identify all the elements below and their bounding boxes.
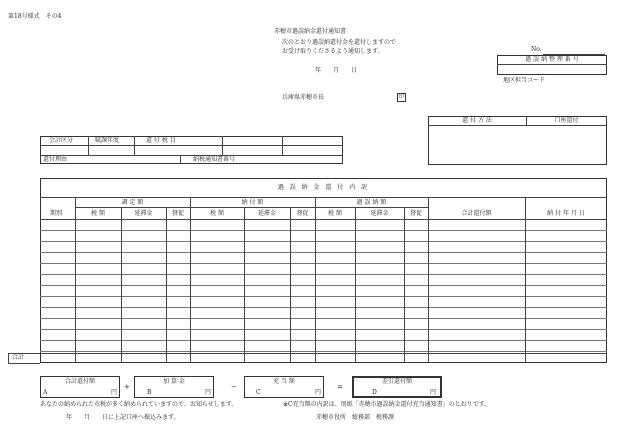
issue-date: 年 月 日	[315, 67, 358, 74]
yen-b: 円	[205, 389, 212, 396]
box-letter-d: D	[372, 389, 377, 396]
appropriation-label: 充 当 額	[273, 378, 295, 385]
yen-c: 円	[315, 389, 322, 396]
form-number: 第18号様式 その4	[8, 13, 62, 20]
sub-late-fee: 延滞金	[370, 210, 389, 217]
table-row-line	[40, 318, 607, 319]
sub-tax: 税 額	[210, 210, 224, 217]
info-box	[40, 136, 343, 164]
issuer-name: 兵庫県赤穂市長	[282, 94, 325, 101]
group-paid: 納 付 額	[241, 199, 264, 206]
yen-a: 円	[111, 389, 118, 396]
sub-demand: 督促	[296, 210, 309, 217]
group-overpaid: 過 誤 納 額	[356, 199, 387, 206]
intro-line-2: お受け取りくださるよう通知します。	[282, 48, 384, 55]
table-row-line	[40, 329, 607, 330]
table-row-line	[40, 351, 607, 352]
period-header: 期別	[50, 210, 63, 217]
sub-demand: 督促	[409, 210, 422, 217]
sub-tax: 税 額	[328, 210, 342, 217]
page-title: 赤穂市過誤納金還付通知書	[274, 28, 347, 35]
minus-sign: −	[231, 383, 237, 391]
notice-number-label: 納税通知書番号	[193, 156, 236, 163]
total-row-label: 合計	[12, 354, 25, 361]
refund-tax-label: 還 付 税 目	[146, 137, 176, 144]
box-letter-c: C	[256, 389, 261, 396]
total-row-line	[8, 353, 607, 354]
table-row-line	[40, 340, 607, 341]
breakdown-title: 過 誤 納 金 還 付 内 訳	[277, 184, 370, 191]
account-class-label: 会計区分	[49, 137, 74, 144]
equals-sign: =	[337, 383, 343, 391]
intro-line-1: 次のとおり過誤納還付金を還付しますので	[282, 39, 397, 46]
table-row-line	[40, 263, 607, 264]
seal-mark: 印	[399, 94, 405, 100]
payment-date-header: 納 付 年 月 日	[547, 210, 585, 217]
table-row-line	[40, 230, 607, 231]
table-row-line	[40, 252, 607, 253]
sub-late-fee: 延滞金	[134, 210, 153, 217]
footer-transfer-date: 年 月 日に上記口座へ振込みます。	[66, 414, 180, 421]
footer-note: ※C充当額の内訳は、別紙「赤穂市過誤納金還付充当通知書」のとおりです。	[283, 401, 491, 408]
box-letter-a: A	[43, 389, 48, 396]
refund-method-label: 還 付 方 法	[462, 117, 492, 124]
net-refund-label: 差引還付額	[381, 378, 412, 385]
additional-amount-label: 加 算 金	[163, 378, 185, 385]
table-row-line	[40, 307, 607, 308]
total-refund-header: 合計還付額	[461, 210, 492, 217]
box-letter-b: B	[147, 389, 152, 396]
table-row-line	[40, 285, 607, 286]
refund-method-value: 口座還付	[554, 117, 579, 124]
table-row-line	[40, 296, 607, 297]
mgmt-number-label: 過 誤 納 整 理 番 号	[525, 56, 579, 63]
footer-notice: あなたの納められた市税が多く納められていますので、お知らせします。	[40, 401, 238, 408]
fiscal-year-label: 賦課年度	[95, 137, 120, 144]
no-label: No.	[531, 46, 542, 53]
sub-tax: 税 額	[91, 210, 105, 217]
refund-reason-label: 還付理由	[43, 156, 68, 163]
table-row-line	[40, 241, 607, 242]
sub-late-fee: 延滞金	[257, 210, 276, 217]
total-refund-box-label: 合計還付額	[64, 378, 95, 385]
district-code-label: 地区担当コード	[503, 77, 546, 84]
sub-demand: 督促	[171, 210, 184, 217]
plus-sign: +	[124, 383, 130, 391]
yen-d: 円	[430, 389, 437, 396]
footer-office: 赤穂市役所 総務部 税務課	[316, 414, 395, 421]
table-row-line	[40, 274, 607, 275]
group-assessed: 調 定 額	[121, 199, 144, 206]
